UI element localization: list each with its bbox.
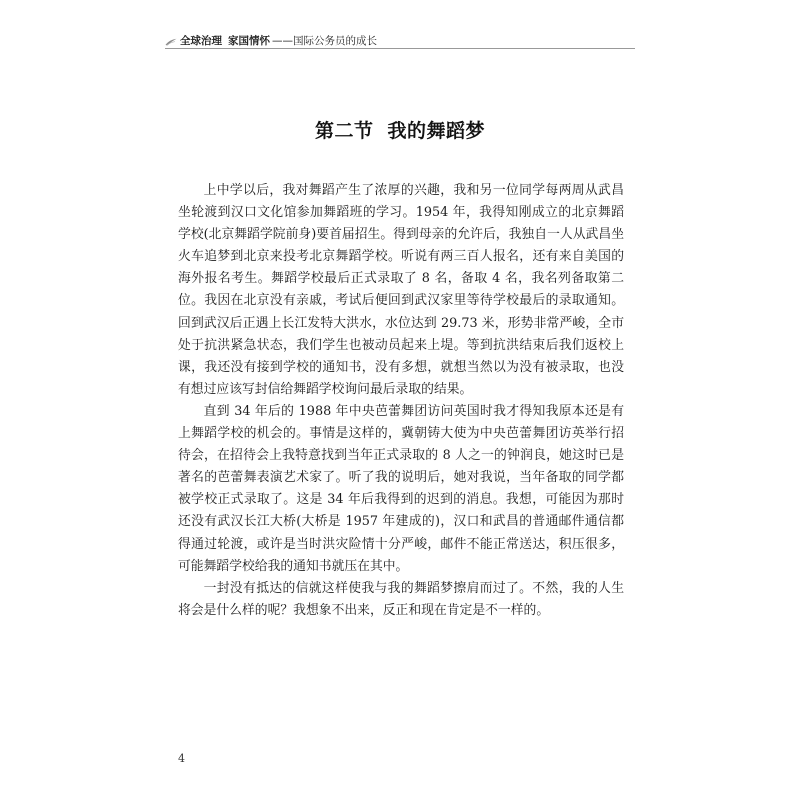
section-heading — [0, 116, 800, 143]
page-number: 4 — [178, 752, 185, 765]
body-text — [178, 180, 624, 622]
header-title: 家国情怀 — [228, 35, 270, 47]
running-header — [165, 33, 377, 48]
section-title: 我的舞蹈梦 — [387, 120, 486, 142]
paragraph: 直到 34 年后的 1988 年中央芭蕾舞团访问英国时我才得知我原本还是有上舞蹈学校的机会的。事情是这样的，冀朝铸大使为中央芭蕾舞团访英举行招待会，在招待会上我特意找到当年正式录取的 8 人之一的钟润良，她这时已是著名的芭蕾舞表演艺术家了。听了我的说明后，她对我说，当年备取的同学都被学校正式录取了。这是 34 年后我得到的迟到的消息。我想，可能因为那时还没有武汉长江大桥(大桥是 1957 年建成的)，汉口和武昌的普通邮件通信都得通过轮渡，或许是当时洪灾险情十分严峻，邮件不能正常送达，积压很多，可能舞蹈学校给我的通知书就压在其中。 — [178, 403, 624, 574]
paragraph: 上中学以后，我对舞蹈产生了浓厚的兴趣，我和另一位同学每两周从武昌坐轮渡到汉口文化馆参加舞蹈班的学习。1954 年，我得知刚成立的北京舞蹈学校(北京舞蹈学院前身)要首届招生。得到母亲的允许后，我独自一人从武昌坐火车追梦到北京来投考北京舞蹈学校。听说有两三百人报名，还有来自美国的海外报名考生。舞蹈学校最后正式录取了 8 名，备取 4 名，我名列备取第二位。我因在北京没有亲戚，考试后便回到武汉家里等待学校最后的录取通知。回到武汉后正遇上长江发特大洪水，水位达到 29.73 米，形势非常严峻，全市处于抗洪紧急状态，我们学生也被动员起来上堤。等到抗洪结束后我们返校上课，我还没有接到学校的通知书，没有多想，就想当然以为没有被录取，也没有想过应该写封信给舞蹈学校询问最后录取的结果。 — [178, 183, 624, 397]
header-subtitle: ——国际公务员的成长 — [272, 35, 377, 47]
paragraph: 一封没有抵达的信就这样使我与我的舞蹈梦擦肩而过了。不然，我的人生将会是什么样的呢？我想象不出来，反正和现在肯定是不一样的。 — [178, 580, 624, 618]
section-number: 第二节 — [314, 120, 374, 142]
header-divider — [165, 48, 635, 49]
leaf-swoosh-icon — [165, 37, 177, 45]
header-series: 全球治理 — [180, 35, 222, 47]
